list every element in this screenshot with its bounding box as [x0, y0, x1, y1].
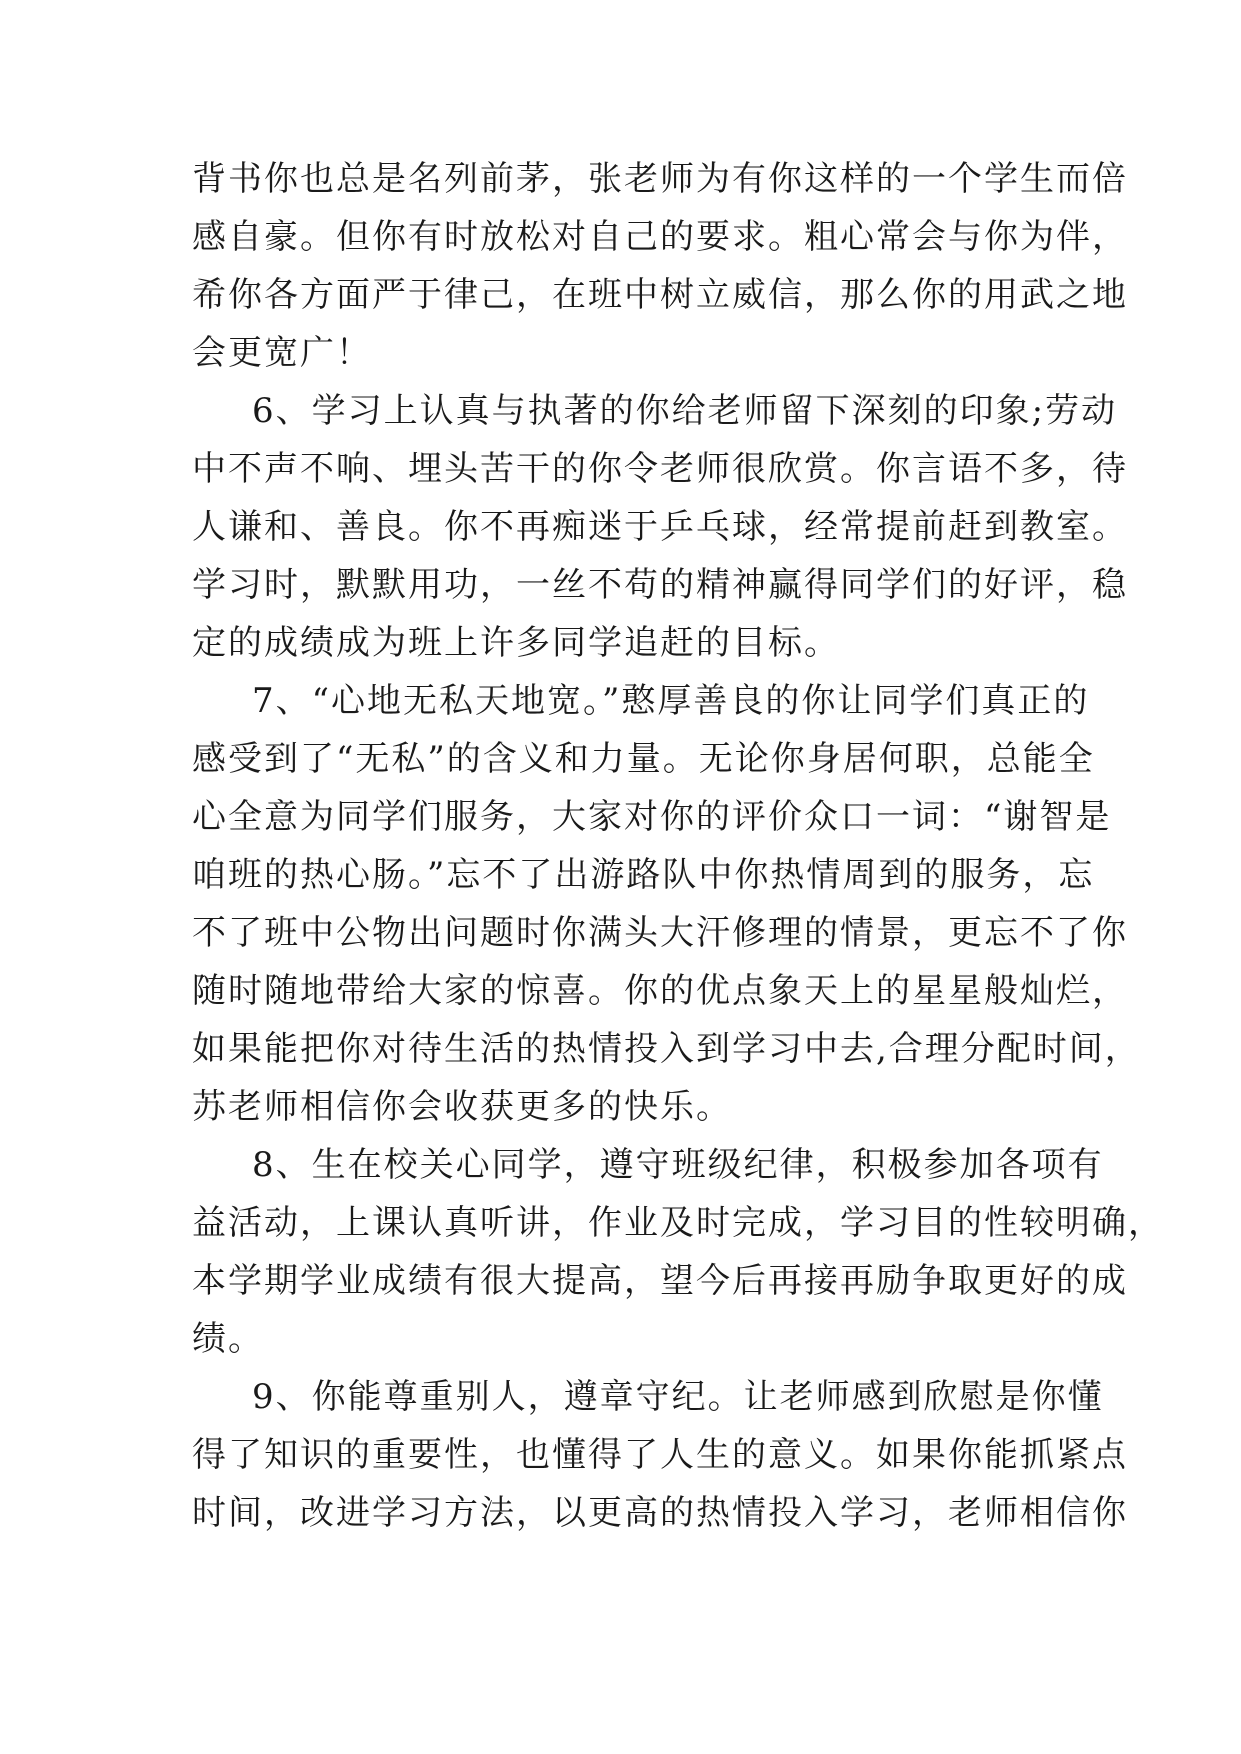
text-line: 学习时，默默用功，一丝不苟的精神赢得同学们的好评，稳	[192, 565, 1128, 605]
paragraph	[192, 382, 1128, 672]
text-line: 背书你也总是名列前茅，张老师为有你这样的一个学生而倍	[192, 159, 1128, 199]
text-line: 苏老师相信你会收获更多的快乐。	[192, 1087, 732, 1127]
text-line: 本学期学业成绩有很大提高，望今后再接再励争取更好的成	[192, 1261, 1128, 1301]
text-line: 时间，改进学习方法，以更高的热情投入学习，老师相信你	[192, 1493, 1128, 1533]
text-line: 不了班中公物出问题时你满头大汗修理的情景，更忘不了你	[192, 913, 1128, 953]
text-line: 7、“心地无私天地宽。”憨厚善良的你让同学们真正的	[252, 681, 1090, 721]
text-line: 得了知识的重要性，也懂得了人生的意义。如果你能抓紧点	[192, 1435, 1128, 1475]
text-line: 中不声不响、埋头苦干的你令老师很欣赏。你言语不多，待	[192, 449, 1128, 489]
paragraph	[192, 150, 1128, 382]
text-line: 益活动，上课认真听讲，作业及时完成，学习目的性较明确，	[192, 1203, 1164, 1243]
text-line: 感受到了“无私”的含义和力量。无论你身居何职，总能全	[192, 739, 1095, 779]
text-line: 随时随地带给大家的惊喜。你的优点象天上的星星般灿烂，	[192, 971, 1128, 1011]
paragraph	[192, 672, 1141, 1136]
text-line: 定的成绩成为班上许多同学追赶的目标。	[192, 623, 840, 663]
document-body	[192, 150, 1164, 1542]
text-line: 绩。	[192, 1319, 264, 1359]
text-line: 感自豪。但你有时放松对自己的要求。粗心常会与你为伴，	[192, 217, 1128, 257]
text-line: 人谦和、善良。你不再痴迷于乒乓球，经常提前赶到教室。	[192, 507, 1128, 547]
text-line: 希你各方面严于律己，在班中树立威信，那么你的用武之地	[192, 275, 1128, 315]
paragraph	[192, 1368, 1128, 1542]
text-line: 会更宽广！	[192, 333, 372, 373]
paragraph	[192, 1136, 1164, 1368]
text-line: 咱班的热心肠。”忘不了出游路队中你热情周到的服务，忘	[192, 855, 1095, 895]
text-line: 8、生在校关心同学，遵守班级纪律，积极参加各项有	[252, 1145, 1104, 1185]
text-line: 9、你能尊重别人，遵章守纪。让老师感到欣慰是你懂	[252, 1377, 1104, 1417]
text-line: 6、学习上认真与执著的你给老师留下深刻的印象;劳动	[252, 391, 1118, 431]
text-line: 如果能把你对待生活的热情投入到学习中去,合理分配时间，	[192, 1029, 1141, 1069]
text-line: 心全意为同学们服务，大家对你的评价众口一词：“谢智是	[192, 797, 1112, 837]
